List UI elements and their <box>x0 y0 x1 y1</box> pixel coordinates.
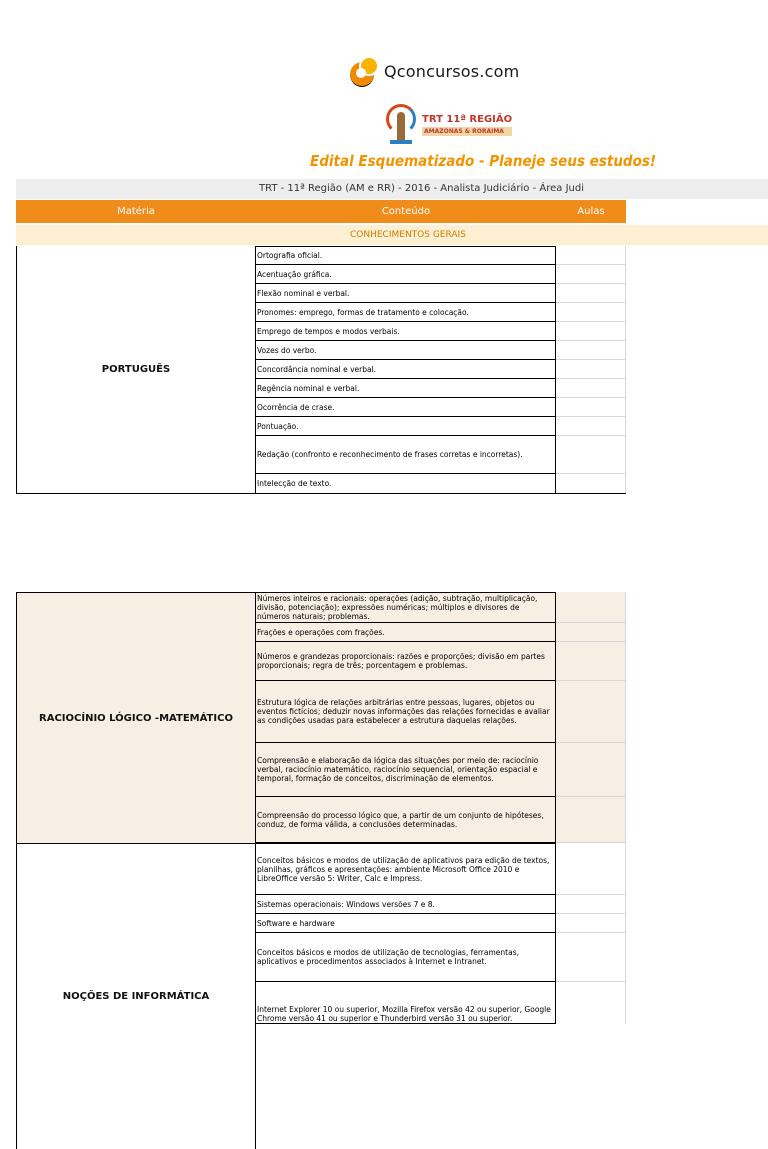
trt-name: TRT 11ª REGIÃO <box>422 114 513 125</box>
topic-row: Vozes do verbo. <box>256 341 556 360</box>
subject-block-portugues <box>16 246 626 494</box>
topic-row: Sistemas operacionais: Windows versões 7 e 8. <box>256 895 556 914</box>
aulas-cell[interactable] <box>556 265 626 284</box>
edital-title: Edital Esquematizado - Planeje seus estudos! <box>310 152 657 170</box>
header-conteudo: Conteúdo <box>381 206 431 217</box>
topic-row: Conceitos básicos e modos de utilização de aplicativos para edição de textos, planilhas, gráficos e apresentações: ambiente Microsoft Office 2010 e LibreOffice versão 5: Writer, Calc e Impress. <box>256 843 556 895</box>
section-title: CONHECIMENTOS GERAIS <box>350 230 466 240</box>
aulas-cell[interactable] <box>556 360 626 379</box>
aulas-cell[interactable] <box>556 895 626 914</box>
aulas-cell[interactable] <box>556 379 626 398</box>
topic-row: Pontuação. <box>256 417 556 436</box>
topic-row: Números inteiros e racionais: operações (adição, subtração, multiplicação, divisão, potenciação); expressões numéricas; múltiplos e divisores de números naturais; problemas. <box>256 592 556 623</box>
aulas-cell[interactable] <box>556 933 626 982</box>
aulas-cell[interactable] <box>556 436 626 474</box>
topic-row: Estrutura lógica de relações arbitrárias entre pessoas, lugares, objetos ou eventos fictícios; deduzir novas informações das relações fornecidas e avaliar as condições usadas para estabelecer a estrutura daquelas relações. <box>256 681 556 743</box>
aulas-cell[interactable] <box>556 743 626 797</box>
topic-row: Ortografia oficial. <box>256 246 556 265</box>
aulas-cell[interactable] <box>556 623 626 642</box>
aulas-cell[interactable] <box>556 592 626 623</box>
header-materia: Matéria <box>117 206 155 217</box>
topic-row: Acentuação gráfica. <box>256 265 556 284</box>
topic-row: Redação (confronto e reconhecimento de frases corretas e incorretas). <box>256 436 556 474</box>
aulas-cell[interactable] <box>556 417 626 436</box>
aulas-cell[interactable] <box>556 246 626 265</box>
topic-row: Pronomes: emprego, formas de tratamento e colocação. <box>256 303 556 322</box>
aulas-cell[interactable] <box>556 797 626 843</box>
exam-subtitle <box>16 179 768 199</box>
aulas-cell[interactable] <box>556 914 626 933</box>
qconcursos-logo <box>350 53 519 89</box>
qconcursos-logo-icon <box>350 56 380 86</box>
topic-row: Emprego de tempos e modos verbais. <box>256 322 556 341</box>
topic-row: Regência nominal e verbal. <box>256 379 556 398</box>
aulas-cell[interactable] <box>556 303 626 322</box>
aulas-cell[interactable] <box>556 474 626 493</box>
aulas-cell[interactable] <box>556 642 626 681</box>
trt-emblem-icon <box>382 102 420 148</box>
trt-subname: AMAZONAS & RORAIMA <box>422 127 512 136</box>
aulas-cell[interactable] <box>556 341 626 360</box>
logo-text: Qconcursos.com <box>384 61 520 81</box>
aulas-cell[interactable] <box>556 284 626 303</box>
subject-name: NOÇÕES DE INFORMÁTICA <box>16 843 256 1149</box>
header-aulas: Aulas <box>577 206 605 217</box>
topic-row: Frações e operações com frações. <box>256 623 556 642</box>
aulas-cell[interactable] <box>556 681 626 743</box>
subject-block-raciocinio <box>16 592 626 843</box>
topic-row: Conceitos básicos e modos de utilização de tecnologias, ferramentas, aplicativos e procedimentos associados à Internet e Intranet. <box>256 933 556 982</box>
subject-block-informatica <box>16 843 626 1024</box>
trt-logo <box>382 102 512 148</box>
topic-row: Software e hardware <box>256 914 556 933</box>
topic-row: Compreensão do processo lógico que, a partir de um conjunto de hipóteses, conduz, de forma válida, a conclusões determinadas. <box>256 797 556 843</box>
topic-row: Ocorrência de crase. <box>256 398 556 417</box>
section-header <box>16 225 768 245</box>
topic-row: Compreensão e elaboração da lógica das situações por meio de: raciocínio verbal, raciocínio matemático, raciocínio sequencial, orientação espacial e temporal, formação de conceitos, discriminação de elementos. <box>256 743 556 797</box>
aulas-cell[interactable] <box>556 843 626 895</box>
table-header <box>16 200 626 223</box>
subject-name: RACIOCÍNIO LÓGICO -MATEMÁTICO <box>16 592 256 843</box>
subject-name: PORTUGUÊS <box>16 246 256 493</box>
topic-row: Intelecção de texto. <box>256 474 556 493</box>
topic-row: Concordância nominal e verbal. <box>256 360 556 379</box>
aulas-cell[interactable] <box>556 982 626 1024</box>
topic-row: Flexão nominal e verbal. <box>256 284 556 303</box>
topic-row: Números e grandezas proporcionais: razões e proporções; divisão em partes proporcionais; regra de três; porcentagem e problemas. <box>256 642 556 681</box>
aulas-cell[interactable] <box>556 322 626 341</box>
topic-row: Internet Explorer 10 ou superior, Mozilla Firefox versão 42 ou superior, Google Chrome versão 41 ou superior e Thunderbird versão 31 ou superior. <box>256 982 556 1024</box>
aulas-cell[interactable] <box>556 398 626 417</box>
exam-subtitle-text: TRT - 11ª Região (AM e RR) - 2016 - Analista Judiciário - Área Judi <box>259 183 584 194</box>
